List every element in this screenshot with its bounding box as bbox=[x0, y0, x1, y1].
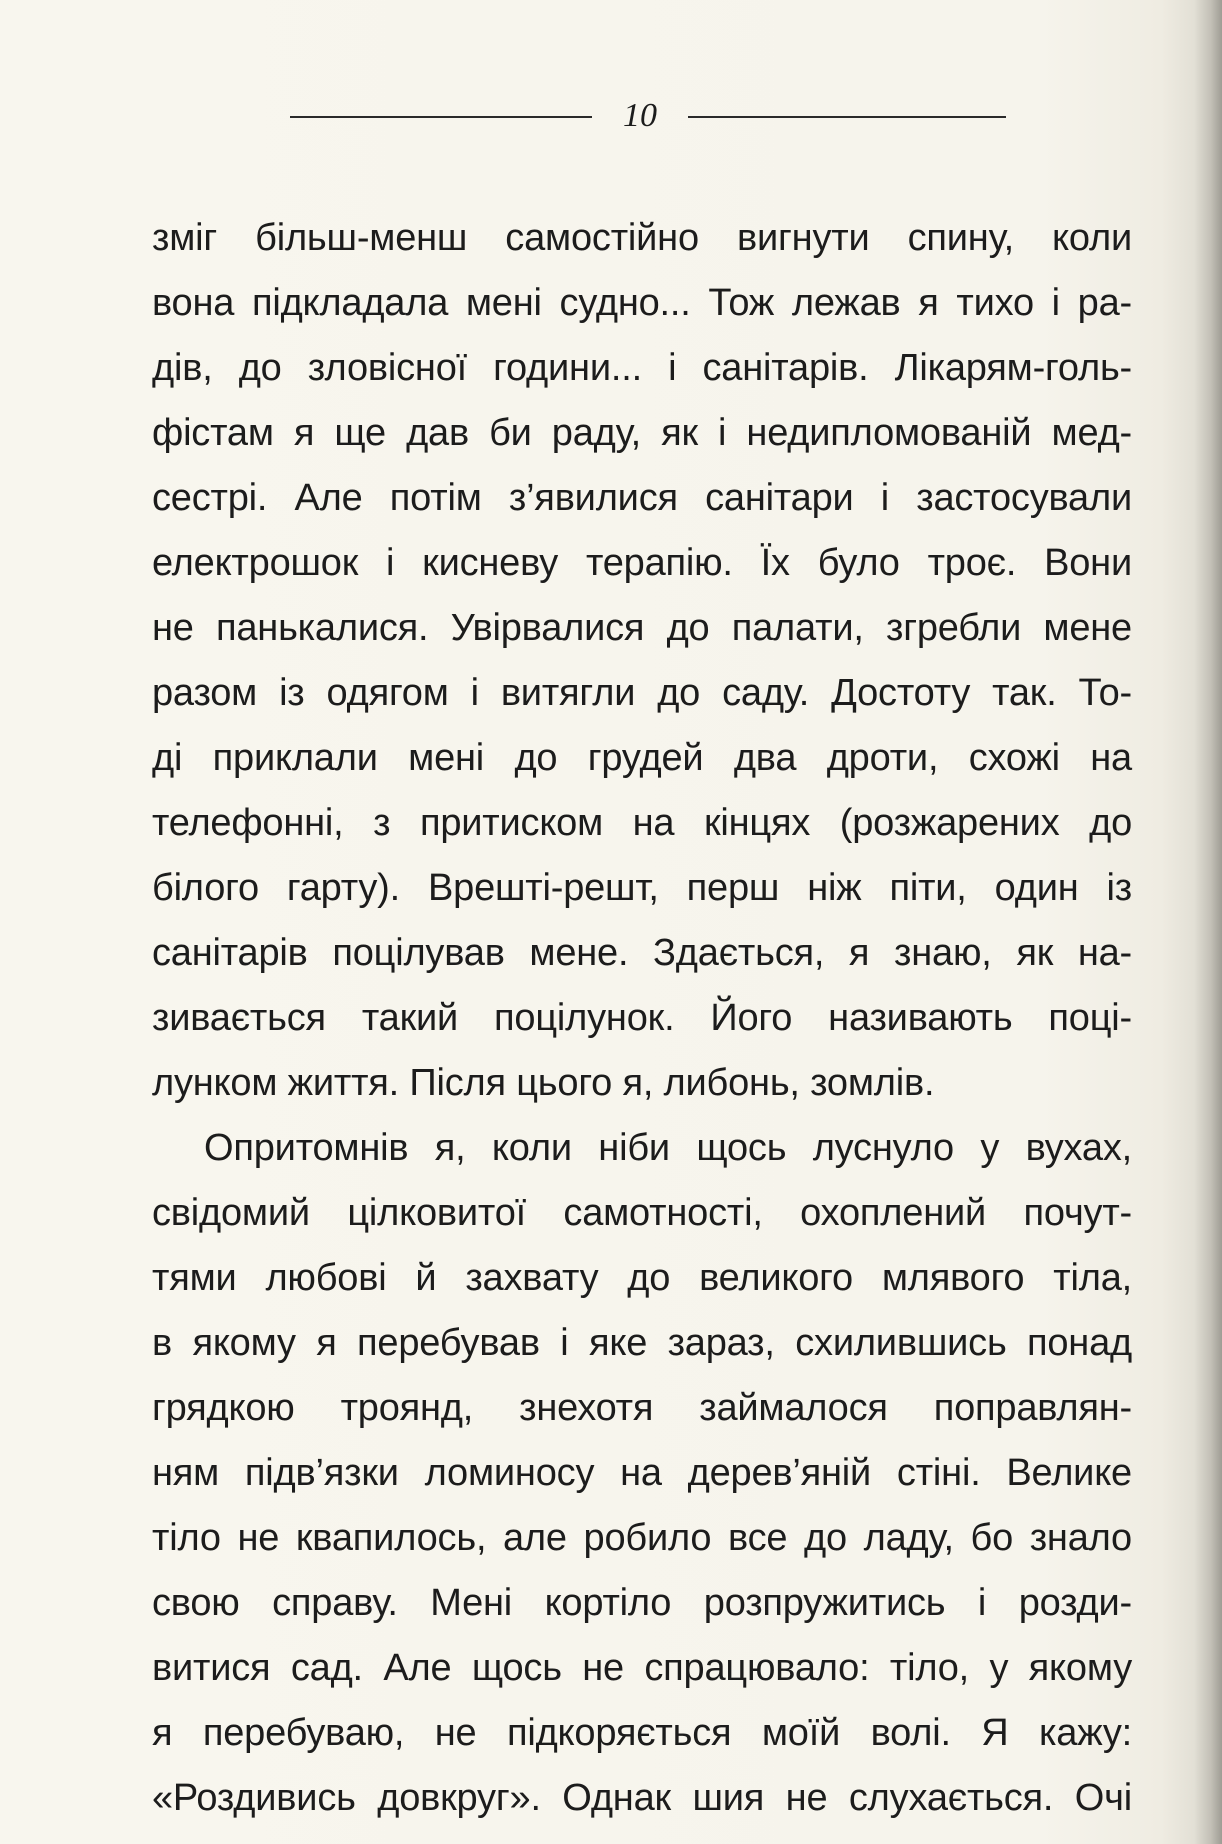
text-line: дів, до зловісної години... і санітарів. Лікарям-голь- bbox=[152, 347, 1132, 389]
text-line: білого гарту). Врешті-решт, перш ніж піти, один із bbox=[152, 867, 1132, 909]
text-line: в якому я перебував і яке зараз, схилившись понад bbox=[152, 1322, 1132, 1364]
text-line: телефонні, з притиском на кінцях (розжарених до bbox=[152, 802, 1132, 844]
text-line: свідомий цілковитої самотності, охоплений почут- bbox=[152, 1192, 1132, 1234]
text-line: зміг більш-менш самостійно вигнути спину, коли bbox=[152, 217, 1132, 259]
text-line: «Роздивись довкруг». Однак шия не слухається. Очі bbox=[152, 1777, 1132, 1819]
text-line: свою справу. Мені кортіло розпружитись і розди- bbox=[152, 1582, 1132, 1624]
text-line: витися сад. Але щось не спрацювало: тіло, у якому bbox=[152, 1647, 1132, 1689]
text-line: Опритомнів я, коли ніби щось луснуло у вухах, bbox=[204, 1127, 1132, 1169]
text-line: сестрі. Але потім з’явилися санітари і застосували bbox=[152, 477, 1132, 519]
text-line: лунком життя. Після цього я, либонь, зомлів. bbox=[152, 1062, 935, 1104]
text-line: тіло не квапилось, але робило все до ладу, бо знало bbox=[152, 1517, 1132, 1559]
text-line: не панькалися. Увірвалися до палати, згребли мене bbox=[152, 607, 1132, 649]
header-rule-left bbox=[290, 116, 592, 118]
page-number: 10 bbox=[623, 97, 657, 134]
text-line: я перебуваю, не підкоряється моїй волі. Я кажу: bbox=[152, 1712, 1132, 1754]
text-line: фістам я ще дав би раду, як і недипломованій мед- bbox=[152, 412, 1132, 454]
text-line: грядкою троянд, знехотя займалося поправлян- bbox=[152, 1387, 1132, 1429]
header-rule-right bbox=[688, 116, 1006, 118]
text-line: разом із одягом і витягли до саду. Достоту так. То- bbox=[152, 672, 1132, 714]
text-line: тями любові й захвату до великого млявого тіла, bbox=[152, 1257, 1132, 1299]
text-line: ді приклали мені до грудей два дроти, схожі на bbox=[152, 737, 1132, 779]
text-line: санітарів поцілував мене. Здається, я знаю, як на- bbox=[152, 932, 1132, 974]
text-line: вона підкладала мені судно... Тож лежав я тихо і ра- bbox=[152, 282, 1132, 324]
text-line: зивається такий поцілунок. Його називають поці- bbox=[152, 997, 1132, 1039]
body-text bbox=[152, 206, 1132, 1831]
page-header bbox=[0, 92, 1222, 142]
text-line: ням підв’язки ломиносу на дерев’яній стіні. Велике bbox=[152, 1452, 1132, 1494]
page-edge-shadow bbox=[1194, 0, 1222, 1844]
text-line: електрошок і кисневу терапію. Їх було троє. Вони bbox=[152, 542, 1132, 584]
